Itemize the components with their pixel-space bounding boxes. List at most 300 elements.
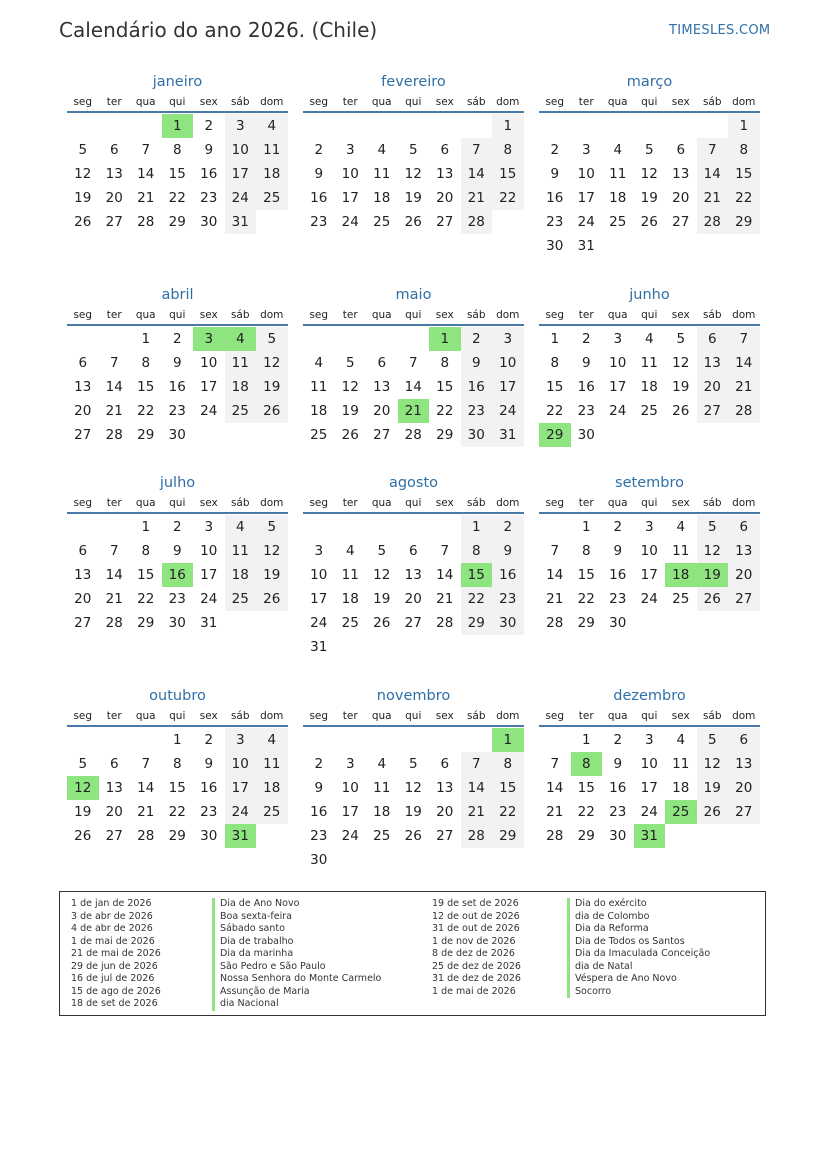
- day-cell[interactable]: 10: [341, 166, 359, 182]
- day-cell[interactable]: 27: [105, 828, 123, 844]
- day-cell[interactable]: 9: [172, 543, 182, 559]
- day-cell[interactable]: 24: [341, 828, 359, 844]
- day-cell[interactable]: 6: [109, 142, 119, 158]
- day-cell[interactable]: 21: [105, 591, 123, 607]
- day-cell[interactable]: 3: [644, 519, 654, 535]
- day-cell[interactable]: 10: [310, 567, 328, 583]
- day-cell[interactable]: 17: [492, 375, 524, 399]
- day-cell[interactable]: 29: [492, 824, 524, 848]
- day-cell[interactable]: 26: [74, 214, 92, 230]
- day-cell[interactable]: 31: [225, 210, 257, 234]
- day-cell[interactable]: 7: [461, 752, 493, 776]
- day-cell[interactable]: 29: [168, 214, 186, 230]
- day-cell[interactable]: 12: [404, 780, 422, 796]
- day-cell[interactable]: 30: [609, 615, 627, 631]
- day-cell[interactable]: 28: [105, 427, 123, 443]
- day-cell[interactable]: 30: [577, 427, 595, 443]
- day-cell[interactable]: 9: [314, 166, 324, 182]
- day-cell[interactable]: 8: [172, 142, 182, 158]
- day-cell[interactable]: 24: [225, 186, 257, 210]
- day-cell[interactable]: 18: [640, 379, 658, 395]
- day-cell[interactable]: 13: [404, 567, 422, 583]
- day-cell[interactable]: 28: [404, 427, 422, 443]
- day-cell[interactable]: 16: [200, 780, 218, 796]
- day-cell[interactable]: 25: [609, 214, 627, 230]
- day-cell[interactable]: 19: [404, 804, 422, 820]
- day-cell[interactable]: 22: [577, 591, 595, 607]
- day-cell[interactable]: 2: [204, 118, 214, 134]
- day-cell[interactable]: 6: [728, 515, 760, 539]
- day-cell[interactable]: 21: [697, 186, 729, 210]
- day-cell[interactable]: 7: [550, 756, 560, 772]
- day-cell[interactable]: 25: [225, 587, 257, 611]
- day-cell[interactable]: 26: [672, 403, 690, 419]
- day-cell[interactable]: 12: [373, 567, 391, 583]
- day-cell[interactable]: 14: [137, 780, 155, 796]
- day-cell[interactable]: 28: [105, 615, 123, 631]
- day-cell[interactable]: 5: [345, 355, 355, 371]
- holiday-day-cell[interactable]: 4: [225, 327, 257, 351]
- day-cell[interactable]: 16: [168, 379, 186, 395]
- day-cell[interactable]: 13: [373, 379, 391, 395]
- day-cell[interactable]: 27: [436, 214, 454, 230]
- day-cell[interactable]: 4: [225, 515, 257, 539]
- day-cell[interactable]: 17: [640, 780, 658, 796]
- day-cell[interactable]: 4: [377, 142, 387, 158]
- day-cell[interactable]: 15: [577, 567, 595, 583]
- day-cell[interactable]: 9: [581, 355, 591, 371]
- day-cell[interactable]: 25: [310, 427, 328, 443]
- day-cell[interactable]: 20: [728, 776, 760, 800]
- day-cell[interactable]: 23: [310, 214, 328, 230]
- day-cell[interactable]: 21: [137, 804, 155, 820]
- day-cell[interactable]: 22: [492, 186, 524, 210]
- day-cell[interactable]: 11: [672, 756, 690, 772]
- day-cell[interactable]: 2: [461, 327, 493, 351]
- day-cell[interactable]: 19: [373, 591, 391, 607]
- day-cell[interactable]: 25: [256, 800, 288, 824]
- day-cell[interactable]: 5: [377, 543, 387, 559]
- day-cell[interactable]: 9: [613, 543, 623, 559]
- day-cell[interactable]: 29: [168, 828, 186, 844]
- day-cell[interactable]: 31: [310, 639, 328, 655]
- day-cell[interactable]: 4: [345, 543, 355, 559]
- day-cell[interactable]: 23: [310, 828, 328, 844]
- day-cell[interactable]: 11: [225, 351, 257, 375]
- day-cell[interactable]: 2: [550, 142, 560, 158]
- day-cell[interactable]: 24: [640, 804, 658, 820]
- day-cell[interactable]: 15: [168, 780, 186, 796]
- day-cell[interactable]: 6: [728, 728, 760, 752]
- day-cell[interactable]: 19: [672, 379, 690, 395]
- holiday-day-cell[interactable]: 3: [193, 327, 225, 351]
- day-cell[interactable]: 26: [256, 587, 288, 611]
- day-cell[interactable]: 17: [577, 190, 595, 206]
- day-cell[interactable]: 7: [461, 138, 493, 162]
- day-cell[interactable]: 4: [676, 732, 686, 748]
- day-cell[interactable]: 13: [728, 752, 760, 776]
- day-cell[interactable]: 2: [314, 756, 324, 772]
- day-cell[interactable]: 1: [141, 519, 151, 535]
- day-cell[interactable]: 21: [105, 403, 123, 419]
- day-cell[interactable]: 19: [256, 375, 288, 399]
- day-cell[interactable]: 11: [640, 355, 658, 371]
- day-cell[interactable]: 21: [546, 804, 564, 820]
- day-cell[interactable]: 8: [550, 355, 560, 371]
- day-cell[interactable]: 11: [373, 780, 391, 796]
- day-cell[interactable]: 14: [404, 379, 422, 395]
- day-cell[interactable]: 27: [728, 587, 760, 611]
- day-cell[interactable]: 30: [168, 615, 186, 631]
- day-cell[interactable]: 2: [172, 519, 182, 535]
- day-cell[interactable]: 26: [74, 828, 92, 844]
- day-cell[interactable]: 3: [345, 142, 355, 158]
- day-cell[interactable]: 30: [200, 214, 218, 230]
- day-cell[interactable]: 19: [697, 776, 729, 800]
- day-cell[interactable]: 7: [141, 756, 151, 772]
- day-cell[interactable]: 25: [672, 591, 690, 607]
- day-cell[interactable]: 22: [577, 804, 595, 820]
- day-cell[interactable]: 3: [345, 756, 355, 772]
- day-cell[interactable]: 6: [697, 327, 729, 351]
- day-cell[interactable]: 16: [609, 780, 627, 796]
- day-cell[interactable]: 11: [609, 166, 627, 182]
- day-cell[interactable]: 6: [440, 756, 450, 772]
- day-cell[interactable]: 13: [436, 780, 454, 796]
- day-cell[interactable]: 15: [436, 379, 454, 395]
- holiday-day-cell[interactable]: 31: [634, 824, 666, 848]
- day-cell[interactable]: 17: [225, 162, 257, 186]
- day-cell[interactable]: 8: [172, 756, 182, 772]
- day-cell[interactable]: 25: [225, 399, 257, 423]
- day-cell[interactable]: 30: [609, 828, 627, 844]
- day-cell[interactable]: 2: [613, 519, 623, 535]
- day-cell[interactable]: 7: [408, 355, 418, 371]
- day-cell[interactable]: 26: [697, 800, 729, 824]
- day-cell[interactable]: 20: [697, 375, 729, 399]
- day-cell[interactable]: 15: [168, 166, 186, 182]
- day-cell[interactable]: 22: [546, 403, 564, 419]
- day-cell[interactable]: 16: [310, 804, 328, 820]
- day-cell[interactable]: 22: [492, 800, 524, 824]
- day-cell[interactable]: 5: [697, 515, 729, 539]
- day-cell[interactable]: 14: [461, 776, 493, 800]
- day-cell[interactable]: 9: [550, 166, 560, 182]
- day-cell[interactable]: 15: [492, 162, 524, 186]
- day-cell[interactable]: 3: [492, 327, 524, 351]
- day-cell[interactable]: 28: [461, 210, 493, 234]
- day-cell[interactable]: 19: [341, 403, 359, 419]
- day-cell[interactable]: 22: [168, 190, 186, 206]
- day-cell[interactable]: 3: [204, 519, 214, 535]
- day-cell[interactable]: 12: [697, 539, 729, 563]
- day-cell[interactable]: 13: [74, 567, 92, 583]
- day-cell[interactable]: 12: [697, 752, 729, 776]
- day-cell[interactable]: 6: [109, 756, 119, 772]
- day-cell[interactable]: 11: [225, 539, 257, 563]
- day-cell[interactable]: 25: [373, 214, 391, 230]
- day-cell[interactable]: 16: [577, 379, 595, 395]
- day-cell[interactable]: 1: [172, 732, 182, 748]
- day-cell[interactable]: 17: [341, 190, 359, 206]
- day-cell[interactable]: 20: [373, 403, 391, 419]
- day-cell[interactable]: 17: [341, 804, 359, 820]
- day-cell[interactable]: 3: [225, 114, 257, 138]
- day-cell[interactable]: 17: [200, 379, 218, 395]
- day-cell[interactable]: 13: [105, 780, 123, 796]
- day-cell[interactable]: 14: [546, 567, 564, 583]
- day-cell[interactable]: 14: [105, 379, 123, 395]
- day-cell[interactable]: 26: [697, 587, 729, 611]
- day-cell[interactable]: 8: [440, 355, 450, 371]
- day-cell[interactable]: 30: [461, 423, 493, 447]
- day-cell[interactable]: 7: [141, 142, 151, 158]
- day-cell[interactable]: 20: [105, 804, 123, 820]
- day-cell[interactable]: 8: [461, 539, 493, 563]
- day-cell[interactable]: 24: [200, 403, 218, 419]
- day-cell[interactable]: 18: [672, 780, 690, 796]
- day-cell[interactable]: 16: [310, 190, 328, 206]
- day-cell[interactable]: 14: [697, 162, 729, 186]
- day-cell[interactable]: 5: [408, 142, 418, 158]
- day-cell[interactable]: 19: [640, 190, 658, 206]
- day-cell[interactable]: 16: [492, 563, 524, 587]
- day-cell[interactable]: 24: [341, 214, 359, 230]
- day-cell[interactable]: 28: [137, 214, 155, 230]
- holiday-day-cell[interactable]: 25: [665, 800, 697, 824]
- day-cell[interactable]: 8: [492, 138, 524, 162]
- day-cell[interactable]: 28: [728, 399, 760, 423]
- day-cell[interactable]: 14: [546, 780, 564, 796]
- day-cell[interactable]: 1: [581, 519, 591, 535]
- day-cell[interactable]: 6: [78, 543, 88, 559]
- day-cell[interactable]: 4: [676, 519, 686, 535]
- day-cell[interactable]: 18: [225, 563, 257, 587]
- day-cell[interactable]: 23: [577, 403, 595, 419]
- day-cell[interactable]: 24: [640, 591, 658, 607]
- day-cell[interactable]: 11: [256, 752, 288, 776]
- day-cell[interactable]: 5: [78, 142, 88, 158]
- day-cell[interactable]: 3: [581, 142, 591, 158]
- day-cell[interactable]: 22: [168, 804, 186, 820]
- day-cell[interactable]: 18: [373, 190, 391, 206]
- day-cell[interactable]: 3: [644, 732, 654, 748]
- day-cell[interactable]: 4: [377, 756, 387, 772]
- day-cell[interactable]: 19: [256, 563, 288, 587]
- day-cell[interactable]: 24: [200, 591, 218, 607]
- day-cell[interactable]: 22: [461, 587, 493, 611]
- day-cell[interactable]: 25: [256, 186, 288, 210]
- day-cell[interactable]: 27: [697, 399, 729, 423]
- day-cell[interactable]: 6: [676, 142, 686, 158]
- day-cell[interactable]: 22: [728, 186, 760, 210]
- day-cell[interactable]: 2: [172, 331, 182, 347]
- day-cell[interactable]: 12: [404, 166, 422, 182]
- day-cell[interactable]: 3: [314, 543, 324, 559]
- day-cell[interactable]: 6: [408, 543, 418, 559]
- day-cell[interactable]: 26: [404, 828, 422, 844]
- day-cell[interactable]: 17: [640, 567, 658, 583]
- day-cell[interactable]: 2: [613, 732, 623, 748]
- day-cell[interactable]: 10: [640, 543, 658, 559]
- day-cell[interactable]: 4: [613, 142, 623, 158]
- day-cell[interactable]: 1: [581, 732, 591, 748]
- day-cell[interactable]: 17: [310, 591, 328, 607]
- day-cell[interactable]: 18: [341, 591, 359, 607]
- day-cell[interactable]: 31: [492, 423, 524, 447]
- day-cell[interactable]: 14: [461, 162, 493, 186]
- day-cell[interactable]: 6: [377, 355, 387, 371]
- day-cell[interactable]: 7: [109, 355, 119, 371]
- day-cell[interactable]: 5: [644, 142, 654, 158]
- day-cell[interactable]: 10: [609, 355, 627, 371]
- day-cell[interactable]: 28: [436, 615, 454, 631]
- day-cell[interactable]: 22: [436, 403, 454, 419]
- holiday-day-cell[interactable]: 1: [162, 114, 194, 138]
- day-cell[interactable]: 29: [436, 427, 454, 443]
- day-cell[interactable]: 20: [436, 190, 454, 206]
- day-cell[interactable]: 12: [341, 379, 359, 395]
- day-cell[interactable]: 5: [256, 327, 288, 351]
- day-cell[interactable]: 28: [137, 828, 155, 844]
- day-cell[interactable]: 17: [200, 567, 218, 583]
- day-cell[interactable]: 17: [225, 776, 257, 800]
- day-cell[interactable]: 24: [577, 214, 595, 230]
- day-cell[interactable]: 21: [728, 375, 760, 399]
- day-cell[interactable]: 21: [546, 591, 564, 607]
- day-cell[interactable]: 7: [440, 543, 450, 559]
- day-cell[interactable]: 1: [728, 114, 760, 138]
- day-cell[interactable]: 29: [577, 828, 595, 844]
- holiday-day-cell[interactable]: 29: [539, 423, 571, 447]
- day-cell[interactable]: 1: [492, 114, 524, 138]
- day-cell[interactable]: 31: [200, 615, 218, 631]
- day-cell[interactable]: 22: [137, 403, 155, 419]
- day-cell[interactable]: 26: [640, 214, 658, 230]
- day-cell[interactable]: 8: [141, 543, 151, 559]
- day-cell[interactable]: 24: [492, 399, 524, 423]
- day-cell[interactable]: 18: [256, 162, 288, 186]
- day-cell[interactable]: 25: [640, 403, 658, 419]
- day-cell[interactable]: 26: [373, 615, 391, 631]
- day-cell[interactable]: 13: [436, 166, 454, 182]
- day-cell[interactable]: 24: [225, 800, 257, 824]
- day-cell[interactable]: 7: [697, 138, 729, 162]
- day-cell[interactable]: 24: [609, 403, 627, 419]
- holiday-day-cell[interactable]: 15: [461, 563, 493, 587]
- brand-logo-text[interactable]: TIMESLES.COM: [669, 23, 771, 38]
- day-cell[interactable]: 27: [672, 214, 690, 230]
- day-cell[interactable]: 6: [440, 142, 450, 158]
- day-cell[interactable]: 14: [137, 166, 155, 182]
- day-cell[interactable]: 5: [78, 756, 88, 772]
- day-cell[interactable]: 29: [728, 210, 760, 234]
- day-cell[interactable]: 23: [168, 403, 186, 419]
- day-cell[interactable]: 23: [461, 399, 493, 423]
- day-cell[interactable]: 15: [137, 567, 155, 583]
- day-cell[interactable]: 9: [492, 539, 524, 563]
- day-cell[interactable]: 13: [697, 351, 729, 375]
- day-cell[interactable]: 5: [697, 728, 729, 752]
- day-cell[interactable]: 19: [74, 804, 92, 820]
- day-cell[interactable]: 27: [74, 427, 92, 443]
- day-cell[interactable]: 6: [78, 355, 88, 371]
- day-cell[interactable]: 13: [672, 166, 690, 182]
- holiday-day-cell[interactable]: 16: [162, 563, 194, 587]
- day-cell[interactable]: 19: [74, 190, 92, 206]
- day-cell[interactable]: 21: [461, 186, 493, 210]
- holiday-day-cell[interactable]: 31: [225, 824, 257, 848]
- day-cell[interactable]: 28: [546, 828, 564, 844]
- day-cell[interactable]: 18: [256, 776, 288, 800]
- day-cell[interactable]: 8: [492, 752, 524, 776]
- day-cell[interactable]: 5: [408, 756, 418, 772]
- day-cell[interactable]: 27: [373, 427, 391, 443]
- day-cell[interactable]: 27: [404, 615, 422, 631]
- day-cell[interactable]: 23: [546, 214, 564, 230]
- day-cell[interactable]: 20: [105, 190, 123, 206]
- day-cell[interactable]: 2: [314, 142, 324, 158]
- day-cell[interactable]: 30: [492, 611, 524, 635]
- day-cell[interactable]: 10: [225, 752, 257, 776]
- day-cell[interactable]: 3: [225, 728, 257, 752]
- day-cell[interactable]: 1: [141, 331, 151, 347]
- day-cell[interactable]: 13: [105, 166, 123, 182]
- day-cell[interactable]: 30: [546, 238, 564, 254]
- day-cell[interactable]: 20: [404, 591, 422, 607]
- holiday-day-cell[interactable]: 18: [665, 563, 697, 587]
- holiday-day-cell[interactable]: 8: [571, 752, 603, 776]
- day-cell[interactable]: 8: [728, 138, 760, 162]
- day-cell[interactable]: 16: [200, 166, 218, 182]
- day-cell[interactable]: 21: [436, 591, 454, 607]
- day-cell[interactable]: 15: [546, 379, 564, 395]
- day-cell[interactable]: 11: [310, 379, 328, 395]
- day-cell[interactable]: 28: [697, 210, 729, 234]
- day-cell[interactable]: 26: [404, 214, 422, 230]
- day-cell[interactable]: 3: [613, 331, 623, 347]
- day-cell[interactable]: 12: [672, 355, 690, 371]
- day-cell[interactable]: 7: [550, 543, 560, 559]
- day-cell[interactable]: 10: [341, 780, 359, 796]
- day-cell[interactable]: 10: [640, 756, 658, 772]
- day-cell[interactable]: 13: [74, 379, 92, 395]
- day-cell[interactable]: 13: [728, 539, 760, 563]
- day-cell[interactable]: 15: [492, 776, 524, 800]
- day-cell[interactable]: 11: [373, 166, 391, 182]
- holiday-day-cell[interactable]: 21: [398, 399, 430, 423]
- day-cell[interactable]: 10: [577, 166, 595, 182]
- holiday-day-cell[interactable]: 1: [492, 728, 524, 752]
- day-cell[interactable]: 12: [256, 539, 288, 563]
- day-cell[interactable]: 21: [461, 800, 493, 824]
- day-cell[interactable]: 20: [436, 804, 454, 820]
- day-cell[interactable]: 11: [256, 138, 288, 162]
- day-cell[interactable]: 23: [200, 190, 218, 206]
- day-cell[interactable]: 27: [436, 828, 454, 844]
- day-cell[interactable]: 4: [256, 114, 288, 138]
- day-cell[interactable]: 12: [640, 166, 658, 182]
- day-cell[interactable]: 27: [728, 800, 760, 824]
- day-cell[interactable]: 1: [550, 331, 560, 347]
- day-cell[interactable]: 27: [105, 214, 123, 230]
- day-cell[interactable]: 1: [461, 515, 493, 539]
- day-cell[interactable]: 23: [492, 587, 524, 611]
- day-cell[interactable]: 15: [728, 162, 760, 186]
- day-cell[interactable]: 17: [609, 379, 627, 395]
- day-cell[interactable]: 20: [74, 591, 92, 607]
- day-cell[interactable]: 14: [436, 567, 454, 583]
